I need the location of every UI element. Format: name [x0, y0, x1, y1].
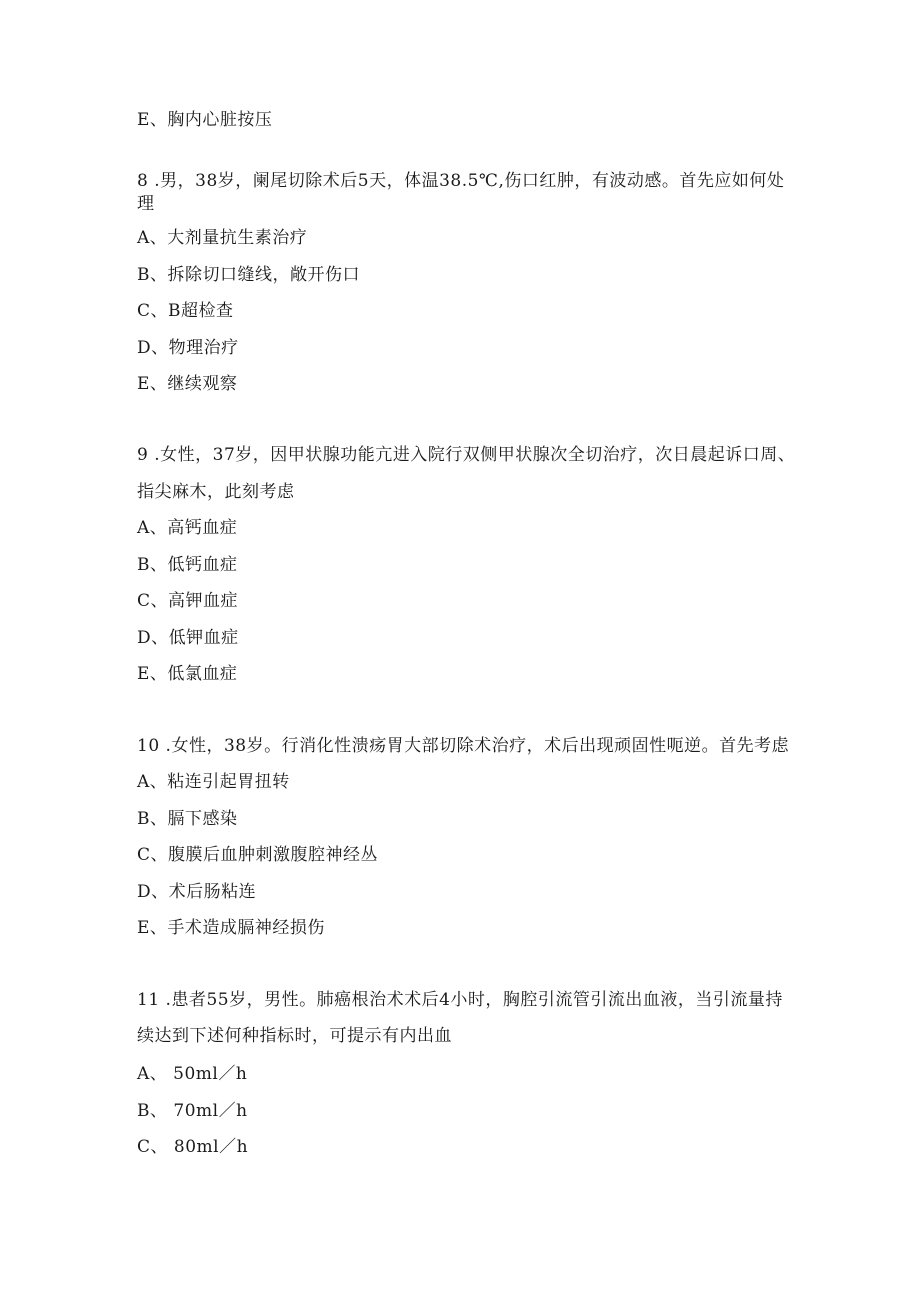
q9-option-a: A、高钙血症 — [137, 518, 238, 538]
q11-stem-line-1: 11 .患者55岁，男性。肺癌根治术术后4小时，胸腔引流管引流出血液，当引流量持 — [137, 990, 783, 1010]
q10-option-b: B、膈下感染 — [137, 809, 238, 829]
q11-option-a: A、 50ml／h — [137, 1064, 248, 1084]
q8-stem-line-1: 8 .男，38岁，阑尾切除术后5天，体温38.5℃,伤口红肿，有波动感。首先应如何处 — [137, 171, 785, 191]
q8-option-d: D、物理治疗 — [137, 338, 239, 358]
q9-option-b: B、低钙血症 — [137, 555, 238, 575]
q10-option-d: D、术后肠粘连 — [137, 882, 257, 902]
q8-option-c: C、B超检查 — [137, 301, 234, 321]
q10-option-c: C、腹膜后血肿刺激腹腔神经丛 — [137, 845, 379, 865]
q9-option-e: E、低氯血症 — [137, 664, 238, 684]
q8-stem-line-2: 理 — [137, 194, 155, 214]
q7-option-e: E、胸内心脏按压 — [137, 110, 273, 130]
q10-option-a: A、粘连引起胃扭转 — [137, 772, 290, 792]
q10-option-e: E、手术造成膈神经损伤 — [137, 918, 325, 938]
q9-stem-line-1: 9 .女性，37岁，因甲状腺功能亢进入院行双侧甲状腺次全切治疗，次日晨起诉口周、 — [137, 445, 796, 465]
q11-stem-line-2: 续达到下述何种指标时，可提示有内出血 — [137, 1026, 452, 1046]
q11-option-c: C、 80ml／h — [137, 1137, 249, 1157]
q10-stem-line-1: 10 .女性，38岁。行消化性溃疡胃大部切除术治疗，术后出现顽固性呃逆。首先考虑 — [137, 736, 790, 756]
q8-option-e: E、继续观察 — [137, 374, 238, 394]
q9-stem-line-2: 指尖麻木，此刻考虑 — [137, 482, 295, 502]
q8-option-a: A、大剂量抗生素治疗 — [137, 228, 308, 248]
q8-option-b: B、拆除切口缝线，敞开伤口 — [137, 265, 360, 285]
q11-option-b: B、 70ml／h — [137, 1101, 248, 1121]
q9-option-d: D、低钾血症 — [137, 628, 239, 648]
q9-option-c: C、高钾血症 — [137, 591, 239, 611]
